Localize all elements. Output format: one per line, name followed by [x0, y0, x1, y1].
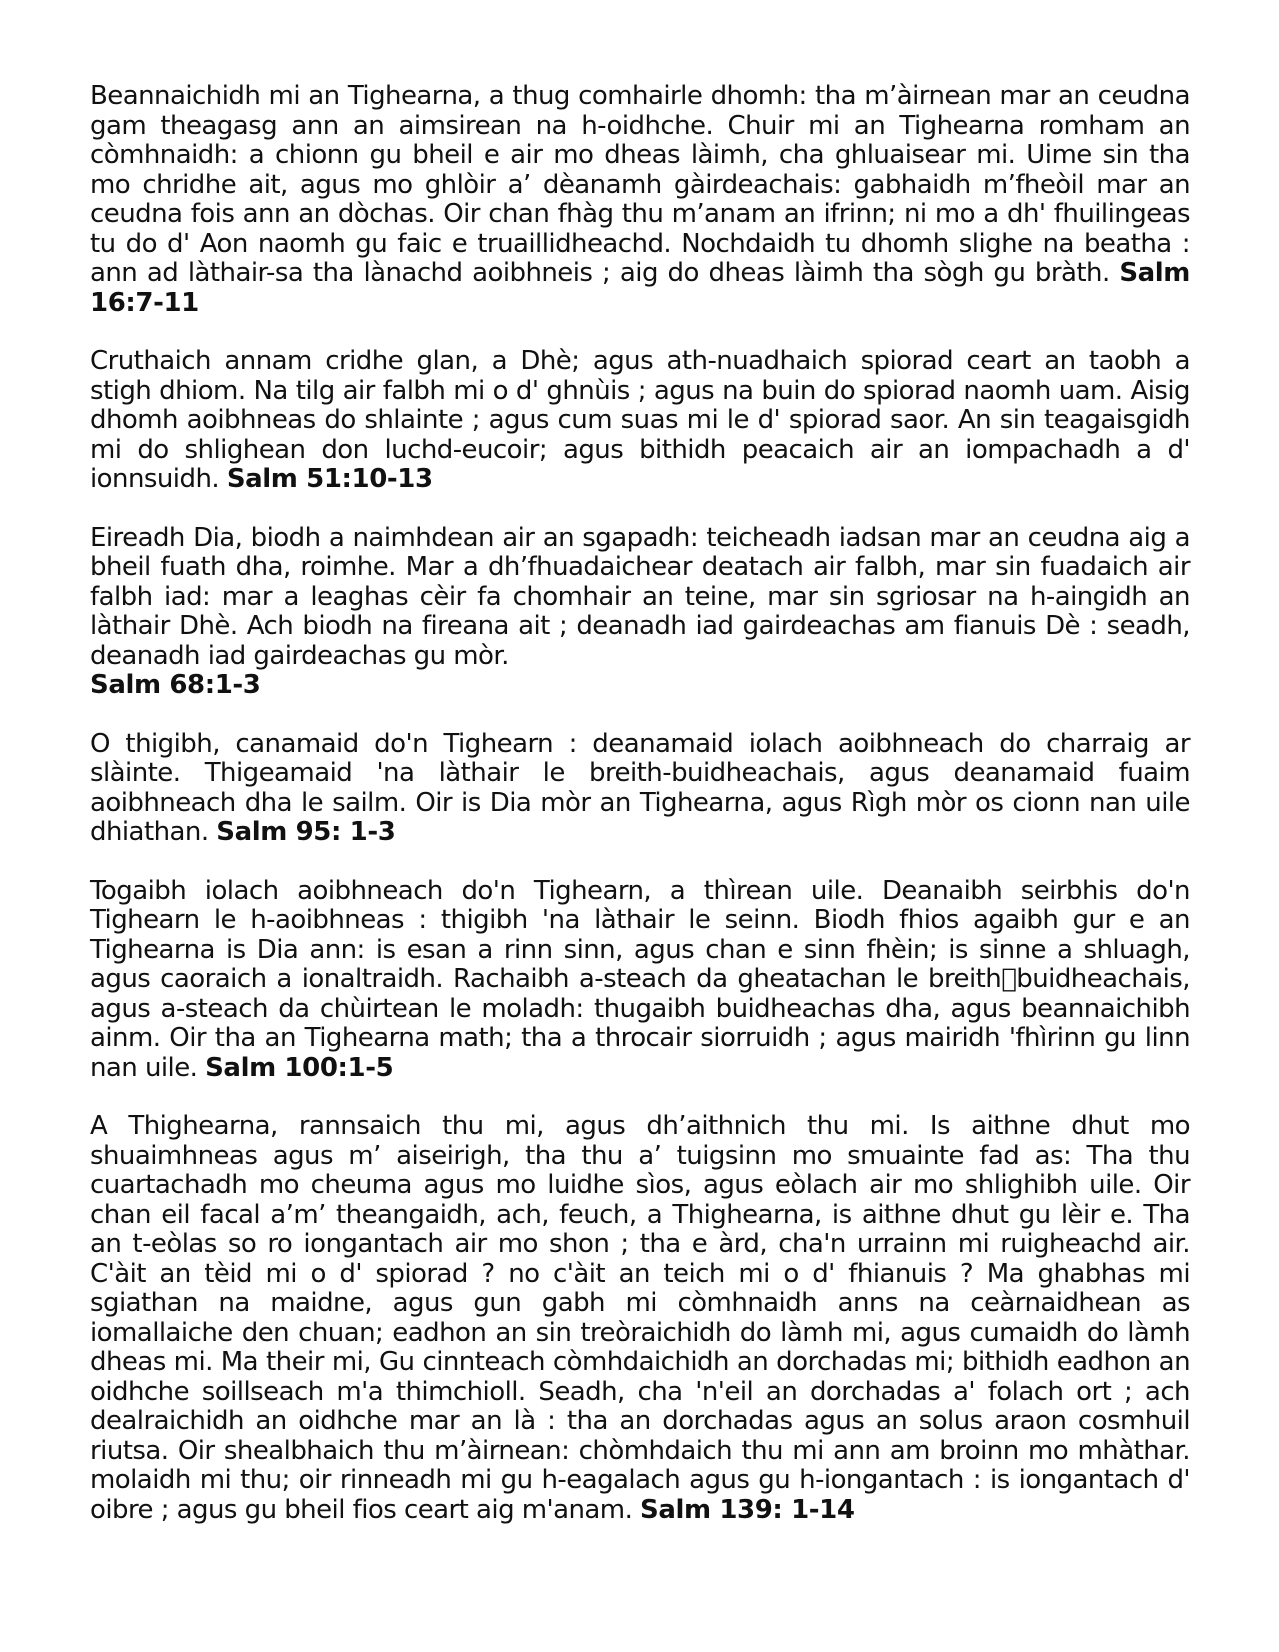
passage-psalm-51 — [90, 347, 1190, 495]
scripture-reference: Salm 139: 1-14 — [640, 1494, 855, 1525]
scripture-reference: Salm 100:1-5 — [205, 1052, 394, 1083]
scripture-reference: Salm 68:1-3 — [90, 670, 261, 700]
passage-text: Beannaichidh mi an Tighearna, a thug comhairle dhomh: tha m’àirnean mar an ceudna gam theagasg ann an aimsirean na h-oidhche. Chuir mi an Tighearna romham an còmhnaidh: a chionn gu bheil e air mo dheas làimh, cha ghluaisear mi. Uime sin tha mo chridhe ait, agus mo ghlòir a’ dèanamh gàirdeachais: gabhaidh m’fheòil mar an ceudna fois ann an dòchas. Oir chan fhàg thu m’anam an ifrinn; ni mo a dh' fhuilingeas tu do d' Aon naomh gu faic e truaillidheachd. Nochdaidh tu dhomh slighe na beatha : ann ad làthair-sa tha lànachd aoibhneis ; aig do dheas làimh tha sògh gu bràth. — [90, 81, 1190, 288]
passage-psalm-139 — [90, 1112, 1190, 1525]
passage-psalm-68 — [90, 524, 1190, 701]
scripture-reference: Salm 16:7-11 — [90, 258, 1190, 318]
passage-text: Cruthaich annam cridhe glan, a Dhè; agus ath-nuadhaich spiorad ceart an taobh a stigh dhiom. Na tilg air falbh mi o d' ghnùis ; agus na buin do spiorad naomh uam. Aisig dhomh aoibhneas do shlainte ; agus cum suas mi le d' spiorad saor. An sin teagaisgidh mi do shlighean don luchd-eucoir; agus bithidh peacaich air an iompachadh a d' ionnsuidh. — [90, 346, 1190, 494]
scripture-reference: Salm 95: 1-3 — [216, 817, 396, 847]
scripture-reference: Salm 51:10-13 — [226, 464, 433, 494]
passage-psalm-100 — [90, 877, 1190, 1084]
passage-text: A Thighearna, rannsaich thu mi, agus dh’aithnich thu mi. Is aithne dhut mo shuaimhneas agus m’ aiseirigh, tha thu a’ tuigsinn mo smuainte fad as: Tha thu cuartachadh mo cheuma agus mo luidhe sìos, agus eòlach air mo shlighibh uile. Oir chan eil facal a’m’ theangaidh, ach, feuch, a Thighearna, is aithne dhut gu lèir e. Tha an t-eòlas so ro iongantach air mo shon ; tha e àrd, cha'n urrainn mi ruigheachd air. C'àit an tèid mi o d' spiorad ? no c'àit an teich mi o d' fhianuis ? Ma ghabhas mi sgiathan na maidne, agus gun gabh mi còmhnaidh anns na ceàrnaidhean as iomallaiche den chuan; eadhon an sin treòraichidh do làmh mi, agus cumaidh do làmh dheas mi. Ma their mi, Gu cinnteach còmhdaichidh an dorchadas mi; bithidh eadhon an oidhche soillseach m'a thimchioll. Seadh, cha 'n'eil an dorchadas a' folach ort ; ach dealraichidh an oidhche mar an là : tha an dorchadas agus an solus araon cosmhuil riutsa. Oir shealbhaich thu m’àirnean: chòmhdaich thu mi ann am broinn mo mhàthar. molaidh mi thu; oir rinneadh mi gu h-eagalach agus gu h-iongantach : is iongantach d' oibre ; agus gu bheil fios ceart aig m'anam. — [90, 1111, 1190, 1525]
passage-psalm-95 — [90, 730, 1190, 848]
passage-text: O thigibh, canamaid do'n Tighearn : deanamaid iolach aoibhneach do charraig ar slàinte. Thigeamaid 'na làthair le breith-buidheachais, agus deanamaid fuaim aoibhneach dha le sailm. Oir is Dia mòr an Tighearna, agus Rìgh mòr os cionn nan uile dhiathan. — [90, 728, 1190, 847]
passage-text: Togaibh iolach aoibhneach do'n Tighearn, a thìrean uile. Deanaibh seirbhis do'n Tighearn le h-aoibhneas : thigibh 'na làthair le seinn. Biodh fhios agaibh gur e an Tighearna is Dia ann: is esan a rinn sinn, agus chan e sinn fhèin; is sinne a shluagh, agus caoraich a ionaltraidh. Rachaibh a-steach da gheatachan le breith buidheachais, agus a-steach da chùirtean le moladh: thugaibh buidheachas dha, agus beannaichibh ainm. Oir tha an Tighearna math; tha a throcair siorruidh ; agus mairidh 'fhìrinn gu linn nan uile. — [90, 875, 1190, 1083]
passage-psalm-16 — [90, 82, 1190, 318]
document-page — [90, 82, 1190, 1525]
passage-text: Eireadh Dia, biodh a naimhdean air an sgapadh: teicheadh iadsan mar an ceudna aig a bheil fuath dha, roimhe. Mar a dh’fhuadaichear deatach air falbh, mar sin fuadaich air falbh iad: mar a leaghas cèir fa chomhair an teine, mar sin sgriosar na h-aingidh an làthair Dhè. Ach biodh na fireana ait ; deanadh iad gairdeachas am fianuis Dè : seadh, deanadh iad gairdeachas gu mòr. — [90, 522, 1190, 671]
